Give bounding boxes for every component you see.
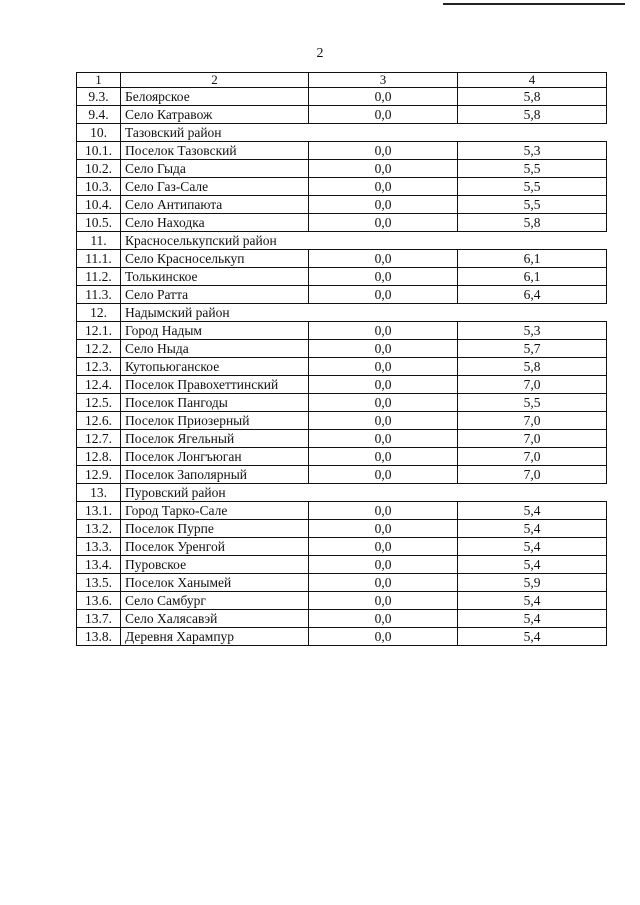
- value-col-3: 0,0: [309, 538, 458, 556]
- value-col-3: 0,0: [309, 574, 458, 592]
- value-col-4: 5,5: [458, 178, 607, 196]
- value-col-4: 7,0: [458, 466, 607, 484]
- value-col-4: 5,8: [458, 214, 607, 232]
- value-col-3: 0,0: [309, 322, 458, 340]
- table-row: [77, 448, 607, 466]
- value-col-4: 5,5: [458, 196, 607, 214]
- settlement-name: Кутопьюганское: [121, 358, 309, 376]
- value-col-4: 5,4: [458, 556, 607, 574]
- settlement-name: Поселок Заполярный: [121, 466, 309, 484]
- table-row: [77, 466, 607, 484]
- value-col-4: 7,0: [458, 448, 607, 466]
- table-header-row: [77, 73, 607, 88]
- row-number: 13.6.: [77, 592, 121, 610]
- table-row: [77, 610, 607, 628]
- value-col-3: 0,0: [309, 448, 458, 466]
- value-col-4: 7,0: [458, 412, 607, 430]
- settlement-name: Толькинское: [121, 268, 309, 286]
- row-number: 10.3.: [77, 178, 121, 196]
- header-cell-2: 2: [121, 73, 309, 88]
- settlement-name: Белоярское: [121, 88, 309, 106]
- table-group-row: [77, 484, 607, 502]
- header-cell-1: 1: [77, 73, 121, 88]
- row-number: 9.3.: [77, 88, 121, 106]
- value-col-4: 5,4: [458, 520, 607, 538]
- value-col-3: 0,0: [309, 196, 458, 214]
- settlement-name: Поселок Пурпе: [121, 520, 309, 538]
- row-number: 13.2.: [77, 520, 121, 538]
- value-col-3: 0,0: [309, 376, 458, 394]
- value-col-3: 0,0: [309, 412, 458, 430]
- value-col-4: 5,5: [458, 160, 607, 178]
- settlement-name: Город Надым: [121, 322, 309, 340]
- value-col-4: 5,8: [458, 358, 607, 376]
- table-row: [77, 250, 607, 268]
- value-col-3: 0,0: [309, 466, 458, 484]
- table-row: [77, 556, 607, 574]
- row-number: 11.3.: [77, 286, 121, 304]
- row-number: 10.: [77, 124, 121, 142]
- settlement-name: Поселок Уренгой: [121, 538, 309, 556]
- value-col-3: 0,0: [309, 358, 458, 376]
- value-col-3: 0,0: [309, 520, 458, 538]
- settlement-name: Село Катравож: [121, 106, 309, 124]
- row-number: 12.2.: [77, 340, 121, 358]
- table-row: [77, 628, 607, 646]
- table-row: [77, 268, 607, 286]
- table-row: [77, 106, 607, 124]
- settlement-name: Село Красноселькуп: [121, 250, 309, 268]
- table-row: [77, 88, 607, 106]
- table-row: [77, 394, 607, 412]
- value-col-3: 0,0: [309, 142, 458, 160]
- value-col-3: 0,0: [309, 610, 458, 628]
- row-number: 12.3.: [77, 358, 121, 376]
- value-col-3: 0,0: [309, 286, 458, 304]
- value-col-4: 5,3: [458, 322, 607, 340]
- row-number: 11.: [77, 232, 121, 250]
- top-rule: [443, 3, 625, 5]
- settlement-name: Село Халясавэй: [121, 610, 309, 628]
- row-number: 13.1.: [77, 502, 121, 520]
- settlement-name: Поселок Приозерный: [121, 412, 309, 430]
- value-col-4: 5,4: [458, 610, 607, 628]
- table-row: [77, 358, 607, 376]
- table-row: [77, 592, 607, 610]
- table-row: [77, 178, 607, 196]
- page-number: 2: [316, 46, 324, 61]
- settlement-name: Поселок Правохеттинский: [121, 376, 309, 394]
- settlement-name: Деревня Харампур: [121, 628, 309, 646]
- table-row: [77, 196, 607, 214]
- row-number: 12.8.: [77, 448, 121, 466]
- value-col-4: 5,9: [458, 574, 607, 592]
- row-number: 13.4.: [77, 556, 121, 574]
- value-col-4: 5,5: [458, 394, 607, 412]
- value-col-4: 6,4: [458, 286, 607, 304]
- row-number: 12.: [77, 304, 121, 322]
- table-group-row: [77, 304, 607, 322]
- value-col-4: 5,4: [458, 502, 607, 520]
- row-number: 9.4.: [77, 106, 121, 124]
- row-number: 12.9.: [77, 466, 121, 484]
- district-name: Надымский район: [121, 304, 607, 322]
- value-col-4: 6,1: [458, 268, 607, 286]
- settlement-table: [76, 72, 607, 646]
- value-col-3: 0,0: [309, 160, 458, 178]
- value-col-3: 0,0: [309, 628, 458, 646]
- value-col-4: 5,4: [458, 628, 607, 646]
- row-number: 10.5.: [77, 214, 121, 232]
- table-group-row: [77, 232, 607, 250]
- value-col-4: 5,8: [458, 88, 607, 106]
- table-group-row: [77, 124, 607, 142]
- row-number: 10.2.: [77, 160, 121, 178]
- settlement-name: Поселок Ягельный: [121, 430, 309, 448]
- settlement-name: Село Гыда: [121, 160, 309, 178]
- settlement-name: Село Ныда: [121, 340, 309, 358]
- district-name: Пуровский район: [121, 484, 607, 502]
- row-number: 10.4.: [77, 196, 121, 214]
- value-col-3: 0,0: [309, 178, 458, 196]
- value-col-3: 0,0: [309, 268, 458, 286]
- row-number: 12.6.: [77, 412, 121, 430]
- value-col-4: 5,7: [458, 340, 607, 358]
- settlement-name: Село Антипаюта: [121, 196, 309, 214]
- table-row: [77, 574, 607, 592]
- table-row: [77, 340, 607, 358]
- settlement-name: Поселок Тазовский: [121, 142, 309, 160]
- header-cell-4: 4: [458, 73, 607, 88]
- row-number: 12.4.: [77, 376, 121, 394]
- settlement-name: Город Тарко-Сале: [121, 502, 309, 520]
- district-name: Тазовский район: [121, 124, 607, 142]
- table-row: [77, 142, 607, 160]
- value-col-4: 7,0: [458, 376, 607, 394]
- table-row: [77, 538, 607, 556]
- value-col-3: 0,0: [309, 214, 458, 232]
- value-col-3: 0,0: [309, 394, 458, 412]
- district-name: Красноселькупский район: [121, 232, 607, 250]
- table-row: [77, 502, 607, 520]
- row-number: 10.1.: [77, 142, 121, 160]
- value-col-4: 5,3: [458, 142, 607, 160]
- row-number: 13.: [77, 484, 121, 502]
- table-row: [77, 520, 607, 538]
- table-row: [77, 160, 607, 178]
- value-col-4: 5,8: [458, 106, 607, 124]
- settlement-name: Поселок Ханымей: [121, 574, 309, 592]
- row-number: 13.7.: [77, 610, 121, 628]
- value-col-4: 6,1: [458, 250, 607, 268]
- value-col-3: 0,0: [309, 250, 458, 268]
- value-col-3: 0,0: [309, 502, 458, 520]
- row-number: 11.2.: [77, 268, 121, 286]
- value-col-3: 0,0: [309, 430, 458, 448]
- settlement-name: Село Газ-Сале: [121, 178, 309, 196]
- value-col-4: 7,0: [458, 430, 607, 448]
- row-number: 11.1.: [77, 250, 121, 268]
- row-number: 12.1.: [77, 322, 121, 340]
- value-col-3: 0,0: [309, 592, 458, 610]
- table-row: [77, 214, 607, 232]
- value-col-3: 0,0: [309, 88, 458, 106]
- settlement-name: Село Ратта: [121, 286, 309, 304]
- table-row: [77, 322, 607, 340]
- value-col-3: 0,0: [309, 340, 458, 358]
- value-col-3: 0,0: [309, 106, 458, 124]
- row-number: 13.3.: [77, 538, 121, 556]
- settlement-name: Село Самбург: [121, 592, 309, 610]
- table-row: [77, 412, 607, 430]
- settlement-name: Село Находка: [121, 214, 309, 232]
- settlement-name: Поселок Пангоды: [121, 394, 309, 412]
- table-row: [77, 286, 607, 304]
- row-number: 12.7.: [77, 430, 121, 448]
- table-body: [77, 73, 607, 646]
- value-col-4: 5,4: [458, 538, 607, 556]
- row-number: 13.8.: [77, 628, 121, 646]
- settlement-name: Поселок Лонгъюган: [121, 448, 309, 466]
- value-col-3: 0,0: [309, 556, 458, 574]
- row-number: 12.5.: [77, 394, 121, 412]
- header-cell-3: 3: [309, 73, 458, 88]
- table-row: [77, 430, 607, 448]
- settlement-name: Пуровское: [121, 556, 309, 574]
- value-col-4: 5,4: [458, 592, 607, 610]
- table-row: [77, 376, 607, 394]
- row-number: 13.5.: [77, 574, 121, 592]
